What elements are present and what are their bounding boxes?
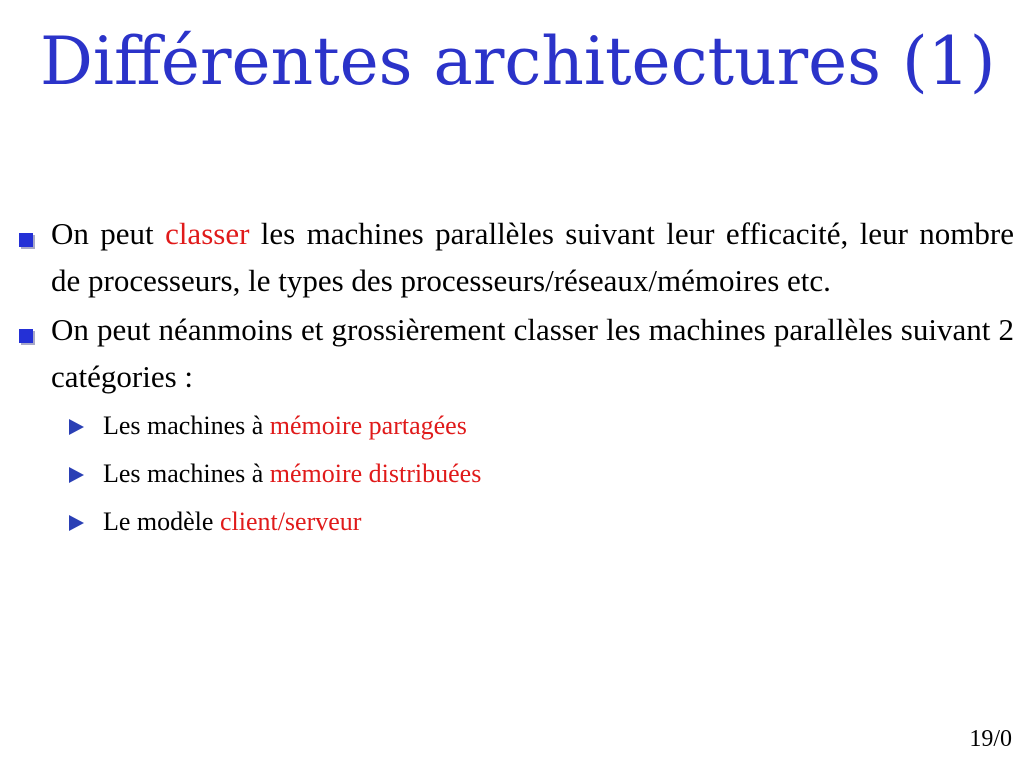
triangle-arrow-icon <box>69 419 84 435</box>
square-bullet-icon <box>19 329 33 343</box>
slide-title: Différentes architectures (1) <box>40 23 996 100</box>
slide-content <box>15 210 1014 546</box>
bullet-item-1 <box>15 210 1014 304</box>
page-number: 19/0 <box>969 726 1012 752</box>
bullet-1-highlight: classer <box>165 216 250 251</box>
square-bullet-icon <box>19 233 33 247</box>
subbullet-3-text: Le modèle <box>103 507 220 536</box>
subbullet-2-highlight: mémoire distribuées <box>269 459 482 488</box>
subbullet-1-text: Les machines à <box>103 411 270 440</box>
subbullet-item-1 <box>15 402 1014 450</box>
triangle-arrow-icon <box>69 467 84 483</box>
subbullet-1-highlight: mémoire partagées <box>269 411 467 440</box>
subbullet-item-2 <box>15 450 1014 498</box>
subbullet-item-3 <box>15 498 1014 546</box>
bullet-1-text-before: On peut <box>51 216 166 251</box>
bullet-2-text: On peut néanmoins et grossièrement classer les machines parallèles suivant 2 catégories : <box>51 312 1014 394</box>
subbullet-list <box>15 402 1014 546</box>
bullet-1-text-after: les machines parallèles suivant leur efficacité, leur nombre de processeurs, le types des processeurs/réseaux/mémoires etc. <box>51 216 1014 298</box>
triangle-arrow-icon <box>69 515 84 531</box>
bullet-item-2 <box>15 306 1014 400</box>
subbullet-3-highlight: client/serveur <box>219 507 362 536</box>
subbullet-2-text: Les machines à <box>103 459 270 488</box>
